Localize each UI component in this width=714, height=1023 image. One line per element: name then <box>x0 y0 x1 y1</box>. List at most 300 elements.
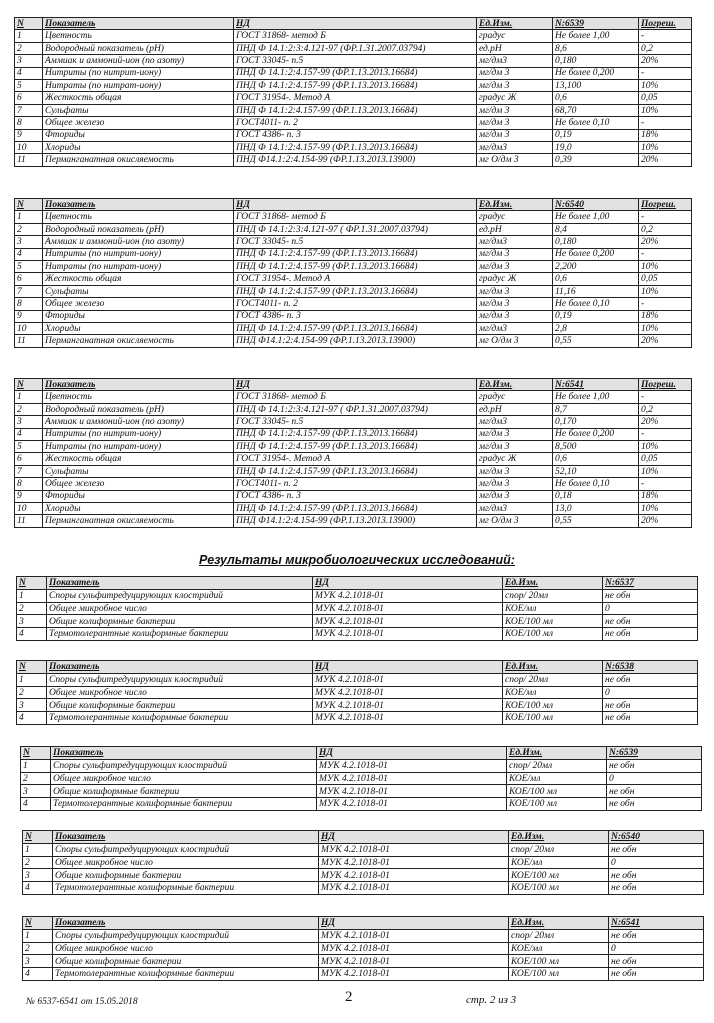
table-cell: 4 <box>17 712 47 725</box>
header-cell: N <box>23 917 53 930</box>
header-cell: Ед.Изм. <box>503 661 603 674</box>
table-cell: 11 <box>15 515 43 527</box>
table-cell: 10% <box>639 465 692 477</box>
header-cell: N <box>21 747 51 760</box>
header-cell: Ед.Изм. <box>477 199 553 211</box>
micro-table-6537 <box>16 576 698 641</box>
table-row <box>17 712 698 725</box>
header-cell: Показатель <box>43 199 234 211</box>
table-cell: Не более 0,200 <box>553 428 639 440</box>
table-row <box>23 843 704 856</box>
table-cell: Сульфаты <box>43 285 234 297</box>
header-cell: Погреш. <box>639 199 692 211</box>
table-cell: ПНД Ф 14.1:2:4.157-99 (ФР.1.13.2013.16684) <box>234 79 477 91</box>
table-cell: спор/ 20мл <box>509 929 609 942</box>
table-cell: 10% <box>639 285 692 297</box>
table-cell: не обн <box>607 785 702 798</box>
table-cell: мг/дм 3 <box>477 67 553 79</box>
header-cell: N:6539 <box>553 18 639 30</box>
header-cell: НД <box>313 577 503 590</box>
table-row <box>21 772 702 785</box>
table-cell: ПНД Ф14.1:2:4.154-99 (ФР.1.13.2013.13900) <box>234 515 477 527</box>
table-cell: ГОСТ 4386- п. 3 <box>234 310 477 322</box>
page-number: 2 <box>345 989 353 1005</box>
table-cell: МУК 4.2.1018-01 <box>319 856 509 869</box>
table-row <box>15 285 692 297</box>
table-cell: - <box>639 298 692 310</box>
table-cell: МУК 4.2.1018-01 <box>317 772 507 785</box>
table-row <box>17 628 698 641</box>
table-cell: не обн <box>603 628 698 641</box>
table-cell: 5 <box>15 440 43 452</box>
table-cell: МУК 4.2.1018-01 <box>319 942 509 955</box>
table-cell: не обн <box>603 615 698 628</box>
table-cell: 8,500 <box>553 440 639 452</box>
header-cell: Ед.Изм. <box>509 831 609 844</box>
table-cell: Общие колиформные бактерии <box>47 699 313 712</box>
table-row <box>23 882 704 895</box>
table-cell: 9 <box>15 129 43 141</box>
table-cell: КОЕ/100 мл <box>509 968 609 981</box>
table-cell: градус <box>477 30 553 42</box>
table-cell: - <box>639 67 692 79</box>
table-cell: 2 <box>17 602 47 615</box>
table-cell: Сульфаты <box>43 104 234 116</box>
table-cell: 10% <box>639 79 692 91</box>
table-cell: - <box>639 478 692 490</box>
table-cell: ГОСТ 33045- п.5 <box>234 416 477 428</box>
table-row <box>15 416 692 428</box>
table-cell: КОЕ/100 мл <box>503 628 603 641</box>
header-cell: N:6539 <box>607 747 702 760</box>
table-cell: 10% <box>639 322 692 334</box>
table-row <box>15 440 692 452</box>
table-cell: 3 <box>17 699 47 712</box>
table-cell: ПНД Ф 14.1:2:4.157-99 (ФР.1.13.2013.16684) <box>234 502 477 514</box>
table-cell: КОЕ/100 мл <box>503 699 603 712</box>
table-cell: 6 <box>15 92 43 104</box>
document-reference: № 6537-6541 от 15.05.2018 <box>26 997 138 1007</box>
table-cell: МУК 4.2.1018-01 <box>317 759 507 772</box>
table-row <box>15 403 692 415</box>
table-cell: спор/ 20мл <box>503 673 603 686</box>
header-cell: Ед.Изм. <box>507 747 607 760</box>
table-cell: Аммиак и аммоний-ион (по азоту) <box>43 236 234 248</box>
header-cell: НД <box>313 661 503 674</box>
table-row <box>15 515 692 527</box>
table-cell: МУК 4.2.1018-01 <box>313 686 503 699</box>
table-cell: Хлориды <box>43 322 234 334</box>
table-cell: Общее железо <box>43 298 234 310</box>
table-cell: ГОСТ 31954-. Метод А <box>234 273 477 285</box>
table-cell: Не более 0,10 <box>553 117 639 129</box>
table-row <box>17 673 698 686</box>
table-cell: МУК 4.2.1018-01 <box>319 955 509 968</box>
table-cell: Общие колиформные бактерии <box>53 869 319 882</box>
table-row <box>15 248 692 260</box>
table-cell: Не более 0,200 <box>553 67 639 79</box>
table-cell: ПНД Ф 14.1:2:4.157-99 (ФР.1.13.2013.16684) <box>234 141 477 153</box>
table-cell: 20% <box>639 55 692 67</box>
table-cell: не обн <box>603 673 698 686</box>
table-cell: мг/дм3 <box>477 502 553 514</box>
table-header-row <box>15 199 692 211</box>
table-cell: 1 <box>23 929 53 942</box>
table-cell: МУК 4.2.1018-01 <box>319 882 509 895</box>
table-cell: МУК 4.2.1018-01 <box>319 968 509 981</box>
table-cell: 2 <box>23 856 53 869</box>
table-cell: 3 <box>15 416 43 428</box>
table-cell: - <box>639 248 692 260</box>
table-cell: ГОСТ 33045- п.5 <box>234 236 477 248</box>
table-cell: Общее микробное число <box>53 856 319 869</box>
table-row <box>15 490 692 502</box>
table-cell: Нитриты (по нитрит-иону) <box>43 67 234 79</box>
chem-table-6541 <box>14 378 692 528</box>
table-cell: 2 <box>15 403 43 415</box>
table-cell: градус <box>477 211 553 223</box>
table-row <box>15 273 692 285</box>
table-cell: 0,19 <box>553 129 639 141</box>
header-cell: Показатель <box>53 831 319 844</box>
table-cell: 6 <box>15 453 43 465</box>
table-row <box>23 955 704 968</box>
table-cell: 19,0 <box>553 141 639 153</box>
table-cell: МУК 4.2.1018-01 <box>317 785 507 798</box>
header-cell: N <box>15 379 43 391</box>
table-row <box>23 968 704 981</box>
table-cell: 3 <box>15 55 43 67</box>
header-cell: Показатель <box>53 917 319 930</box>
table-cell: Общие колиформные бактерии <box>53 955 319 968</box>
table-cell: МУК 4.2.1018-01 <box>313 615 503 628</box>
table-row <box>15 478 692 490</box>
table-cell: 5 <box>15 79 43 91</box>
table-cell: Термотолерантные колиформные бактерии <box>47 628 313 641</box>
table-cell: Перманганатная окисляемость <box>43 335 234 347</box>
table-cell: Споры сульфитредуцирующих клостридий <box>51 759 317 772</box>
table-cell: не обн <box>609 882 704 895</box>
header-cell: Показатель <box>47 577 313 590</box>
table-cell: спор/ 20мл <box>507 759 607 772</box>
table-cell: 20% <box>639 236 692 248</box>
table-row <box>21 798 702 811</box>
table-cell: 6 <box>15 273 43 285</box>
header-cell: Показатель <box>47 661 313 674</box>
table-cell: Общее микробное число <box>47 602 313 615</box>
table-cell: 4 <box>15 67 43 79</box>
table-cell: 3 <box>15 236 43 248</box>
table-cell: ПНД Ф 14.1:2:4.157-99 (ФР.1.13.2013.16684) <box>234 440 477 452</box>
table-cell: 10% <box>639 141 692 153</box>
table-row <box>15 141 692 153</box>
table-cell: ГОСТ4011- п. 2 <box>234 478 477 490</box>
table-cell: Нитраты (по нитрат-иону) <box>43 79 234 91</box>
table-cell: - <box>639 211 692 223</box>
table-cell: Нитраты (по нитрат-иону) <box>43 260 234 272</box>
header-cell: Ед.Изм. <box>503 577 603 590</box>
table-cell: 9 <box>15 310 43 322</box>
table-cell: Перманганатная окисляемость <box>43 154 234 166</box>
table-cell: 20% <box>639 515 692 527</box>
table-cell: ГОСТ 31868- метод Б <box>234 211 477 223</box>
table-cell: 3 <box>21 785 51 798</box>
table-cell: 10% <box>639 104 692 116</box>
table-cell: МУК 4.2.1018-01 <box>319 869 509 882</box>
table-cell: ПНД Ф 14.1:2:4.157-99 (ФР.1.13.2013.16684) <box>234 67 477 79</box>
table-cell: Водородный показатель (pH) <box>43 223 234 235</box>
table-row <box>23 929 704 942</box>
table-cell: 4 <box>23 882 53 895</box>
header-cell: Показатель <box>43 379 234 391</box>
table-cell: не обн <box>607 798 702 811</box>
table-cell: Сульфаты <box>43 465 234 477</box>
header-cell: N:6537 <box>603 577 698 590</box>
table-cell: Термотолерантные колиформные бактерии <box>51 798 317 811</box>
table-cell: 0,2 <box>639 223 692 235</box>
header-cell: Ед.Изм. <box>477 379 553 391</box>
table-cell: 11,16 <box>553 285 639 297</box>
table-cell: Термотолерантные колиформные бактерии <box>53 968 319 981</box>
table-cell: КОЕ/мл <box>509 856 609 869</box>
table-cell: ГОСТ4011- п. 2 <box>234 298 477 310</box>
table-row <box>15 236 692 248</box>
table-cell: Хлориды <box>43 141 234 153</box>
table-row <box>15 42 692 54</box>
table-header-row <box>23 831 704 844</box>
table-cell: МУК 4.2.1018-01 <box>317 798 507 811</box>
table-cell: градус Ж <box>477 453 553 465</box>
table-cell: 7 <box>15 285 43 297</box>
table-cell: Общее микробное число <box>47 686 313 699</box>
table-cell: Водородный показатель (pH) <box>43 42 234 54</box>
header-cell: НД <box>319 917 509 930</box>
table-cell: 1 <box>17 673 47 686</box>
table-cell: 0,19 <box>553 310 639 322</box>
header-cell: Погреш. <box>639 18 692 30</box>
table-cell: мг/дм 3 <box>477 79 553 91</box>
table-cell: МУК 4.2.1018-01 <box>313 712 503 725</box>
table-cell: 0,6 <box>553 273 639 285</box>
table-cell: 0 <box>609 942 704 955</box>
table-cell: ПНД Ф14.1:2:4.154-99 (ФР.1.13.2013.13900) <box>234 154 477 166</box>
table-cell: МУК 4.2.1018-01 <box>313 602 503 615</box>
table-cell: Жесткость общая <box>43 453 234 465</box>
table-cell: не обн <box>603 699 698 712</box>
micro-section-title: Результаты микробиологических исследований: <box>199 553 515 567</box>
table-row <box>15 211 692 223</box>
table-cell: 10 <box>15 502 43 514</box>
table-cell: Общее железо <box>43 478 234 490</box>
table-cell: не обн <box>609 968 704 981</box>
table-cell: КОЕ/100 мл <box>509 882 609 895</box>
micro-table-6540 <box>22 830 704 895</box>
table-header-row <box>21 747 702 760</box>
table-cell: мг О/дм 3 <box>477 515 553 527</box>
table-cell: 0,180 <box>553 55 639 67</box>
table-row <box>15 92 692 104</box>
table-cell: Хлориды <box>43 502 234 514</box>
table-cell: ГОСТ 31954-. Метод А <box>234 92 477 104</box>
micro-table-6541 <box>22 916 704 981</box>
table-row <box>17 686 698 699</box>
table-cell: 0,6 <box>553 92 639 104</box>
table-cell: мг/дм 3 <box>477 310 553 322</box>
table-cell: 2 <box>17 686 47 699</box>
table-cell: не обн <box>607 759 702 772</box>
table-cell: 7 <box>15 104 43 116</box>
table-cell: 4 <box>17 628 47 641</box>
table-header-row <box>15 18 692 30</box>
table-cell: мг/дм 3 <box>477 117 553 129</box>
table-cell: Цветность <box>43 391 234 403</box>
table-cell: КОЕ/100 мл <box>507 798 607 811</box>
table-cell: спор/ 20мл <box>509 843 609 856</box>
table-cell: 10% <box>639 502 692 514</box>
table-cell: 13,100 <box>553 79 639 91</box>
table-cell: МУК 4.2.1018-01 <box>319 929 509 942</box>
table-cell: 0,18 <box>553 490 639 502</box>
table-cell: 13,0 <box>553 502 639 514</box>
table-cell: 8 <box>15 117 43 129</box>
table-cell: Перманганатная окисляемость <box>43 515 234 527</box>
table-cell: 4 <box>15 248 43 260</box>
table-header-row <box>17 577 698 590</box>
table-row <box>23 942 704 955</box>
table-cell: мг/дм 3 <box>477 129 553 141</box>
table-cell: ГОСТ 33045- п.5 <box>234 55 477 67</box>
table-cell: 3 <box>23 955 53 968</box>
table-cell: не обн <box>603 589 698 602</box>
table-cell: Не более 0,10 <box>553 478 639 490</box>
table-cell: ПНД Ф 14.1:2:4.157-99 (ФР.1.13.2013.16684) <box>234 285 477 297</box>
table-cell: мг/дм 3 <box>477 428 553 440</box>
table-row <box>15 117 692 129</box>
table-row <box>15 502 692 514</box>
header-cell: N <box>17 577 47 590</box>
header-cell: Ед.Изм. <box>477 18 553 30</box>
table-cell: 4 <box>21 798 51 811</box>
table-cell: 0,6 <box>553 453 639 465</box>
table-cell: - <box>639 391 692 403</box>
table-cell: Цветность <box>43 30 234 42</box>
table-row <box>15 428 692 440</box>
header-cell: НД <box>319 831 509 844</box>
table-cell: 20% <box>639 335 692 347</box>
table-cell: 0,05 <box>639 453 692 465</box>
table-cell: 2 <box>23 942 53 955</box>
table-cell: ПНД Ф14.1:2:4.154-99 (ФР.1.13.2013.13900) <box>234 335 477 347</box>
table-cell: Фториды <box>43 310 234 322</box>
table-cell: 8 <box>15 478 43 490</box>
table-cell: 8,6 <box>553 42 639 54</box>
table-cell: 2 <box>15 223 43 235</box>
table-cell: 52,10 <box>553 465 639 477</box>
table-row <box>15 260 692 272</box>
table-cell: 9 <box>15 490 43 502</box>
table-cell: КОЕ/100 мл <box>503 615 603 628</box>
table-cell: Нитриты (по нитрит-иону) <box>43 428 234 440</box>
table-cell: МУК 4.2.1018-01 <box>313 589 503 602</box>
table-row <box>21 759 702 772</box>
table-cell: ПНД Ф 14.1:2:3:4.121-97 ( ФР.1.31.2007.03794) <box>234 223 477 235</box>
table-cell: - <box>639 428 692 440</box>
table-cell: мг/дм3 <box>477 55 553 67</box>
table-cell: 18% <box>639 490 692 502</box>
table-cell: 68,70 <box>553 104 639 116</box>
table-cell: КОЕ/мл <box>507 772 607 785</box>
header-cell: N:6540 <box>553 199 639 211</box>
table-cell: 2 <box>15 42 43 54</box>
header-cell: N:6541 <box>609 917 704 930</box>
table-cell: не обн <box>609 929 704 942</box>
table-row <box>17 589 698 602</box>
table-cell: 2,8 <box>553 322 639 334</box>
table-cell: 20% <box>639 416 692 428</box>
header-cell: N <box>15 18 43 30</box>
table-cell: 0,55 <box>553 515 639 527</box>
header-cell: Показатель <box>43 18 234 30</box>
table-cell: Не более 0,200 <box>553 248 639 260</box>
table-cell: 1 <box>15 30 43 42</box>
table-cell: не обн <box>609 955 704 968</box>
table-row <box>21 785 702 798</box>
table-cell: Не более 1,00 <box>553 391 639 403</box>
table-cell: Общее микробное число <box>51 772 317 785</box>
table-cell: ед.pH <box>477 42 553 54</box>
table-cell: мг/дм3 <box>477 141 553 153</box>
table-cell: 11 <box>15 335 43 347</box>
table-row <box>15 30 692 42</box>
table-cell: мг/дм 3 <box>477 465 553 477</box>
table-cell: Нитриты (по нитрит-иону) <box>43 248 234 260</box>
table-cell: - <box>639 30 692 42</box>
table-cell: 0 <box>603 602 698 615</box>
table-cell: Не более 1,00 <box>553 30 639 42</box>
table-cell: Споры сульфитредуцирующих клостридий <box>47 673 313 686</box>
table-cell: 18% <box>639 129 692 141</box>
table-cell: Споры сульфитредуцирующих клостридий <box>53 929 319 942</box>
table-cell: Цветность <box>43 211 234 223</box>
table-cell: КОЕ/мл <box>509 942 609 955</box>
table-cell: Не более 1,00 <box>553 211 639 223</box>
table-cell: Споры сульфитредуцирующих клостридий <box>47 589 313 602</box>
table-cell: 0 <box>609 856 704 869</box>
header-cell: Показатель <box>51 747 317 760</box>
table-cell: Общее микробное число <box>53 942 319 955</box>
table-cell: КОЕ/мл <box>503 686 603 699</box>
table-cell: не обн <box>609 843 704 856</box>
table-row <box>17 699 698 712</box>
table-cell: КОЕ/100 мл <box>509 955 609 968</box>
table-cell: мг О/дм 3 <box>477 335 553 347</box>
table-row <box>17 602 698 615</box>
table-cell: Жесткость общая <box>43 273 234 285</box>
chem-table-6539 <box>14 17 692 167</box>
table-cell: 8,7 <box>553 403 639 415</box>
table-cell: ГОСТ 31954-. Метод А <box>234 453 477 465</box>
table-cell: 5 <box>15 260 43 272</box>
table-cell: мг/дм 3 <box>477 104 553 116</box>
table-cell: Не более 0,10 <box>553 298 639 310</box>
table-cell: мг/дм3 <box>477 416 553 428</box>
table-header-row <box>23 917 704 930</box>
table-row <box>15 465 692 477</box>
table-cell: мг/дм3 <box>477 236 553 248</box>
header-cell: N:6540 <box>609 831 704 844</box>
header-cell: N <box>17 661 47 674</box>
header-cell: НД <box>234 18 477 30</box>
